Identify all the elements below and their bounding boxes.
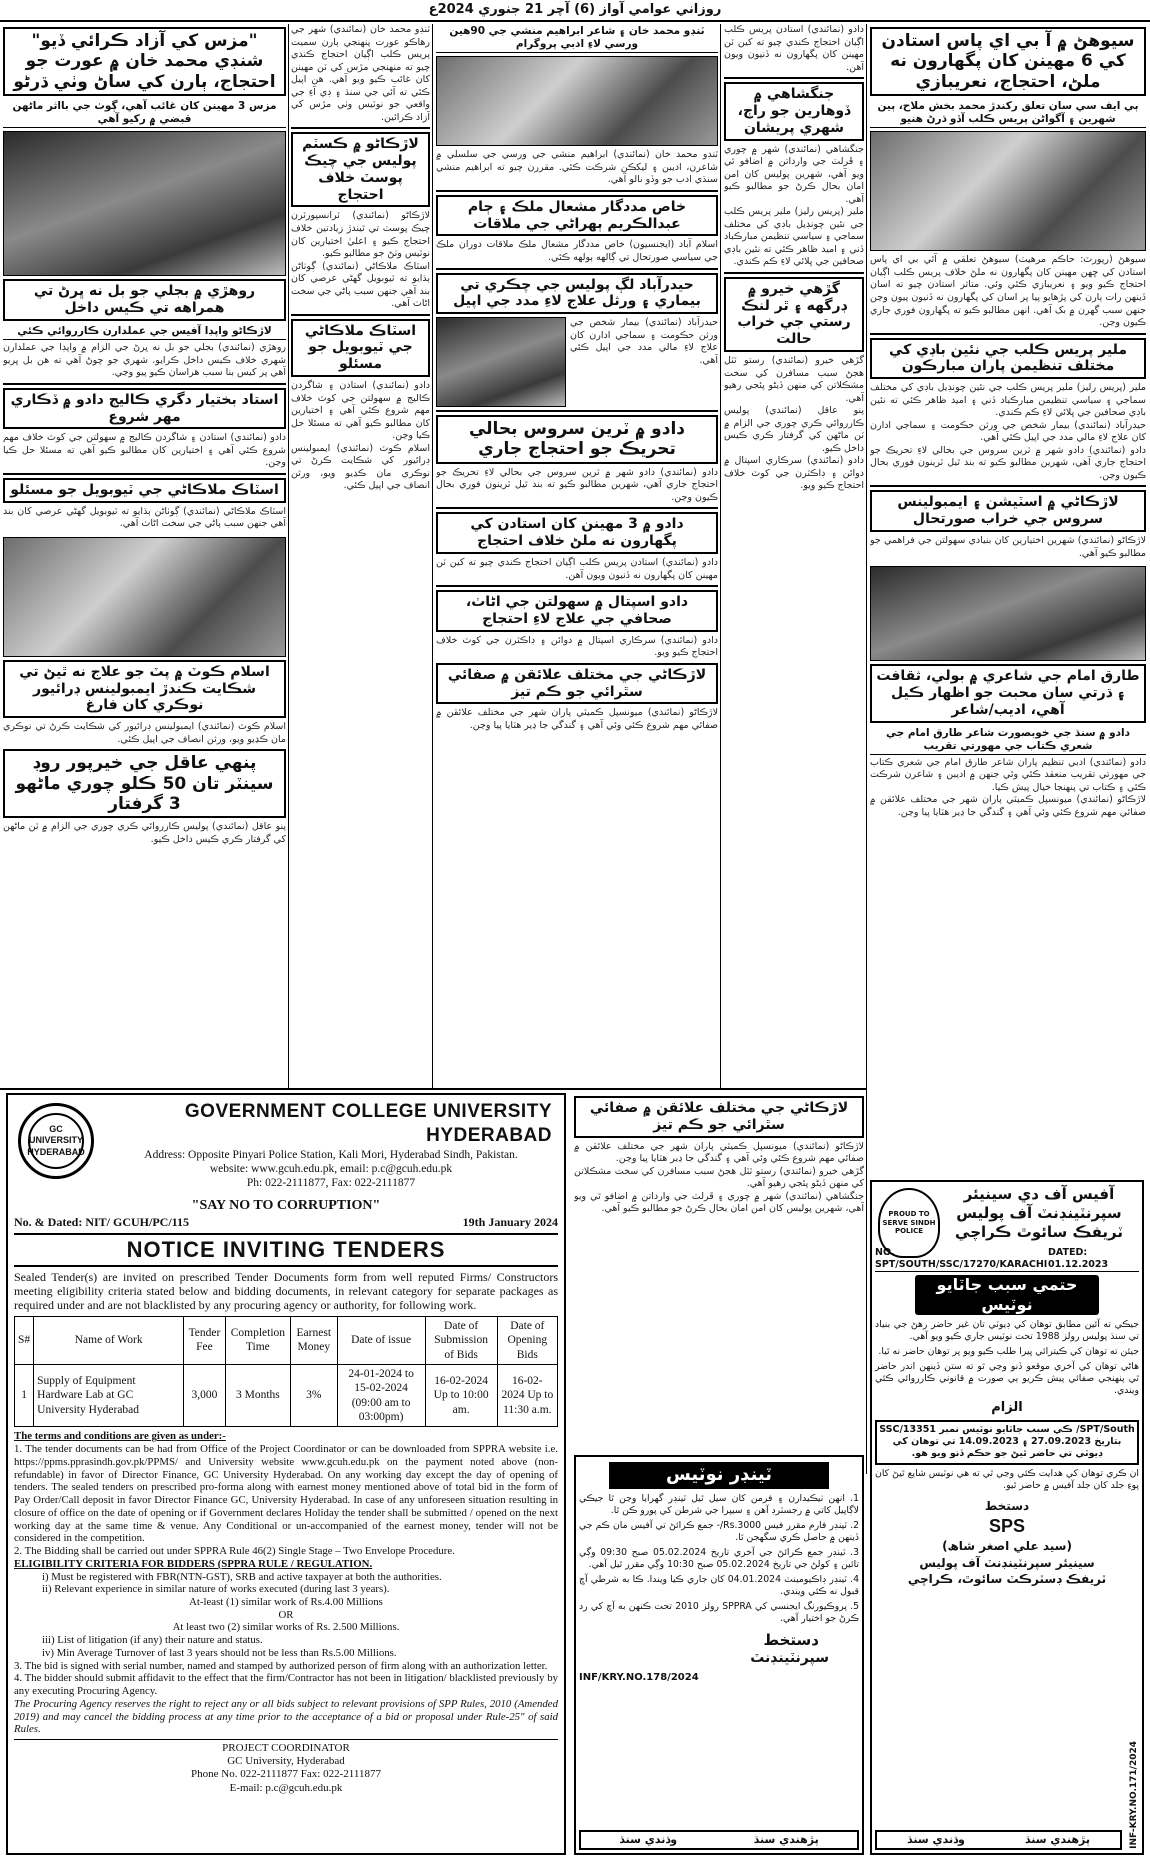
story-headline: پنهي عاقل جي خيرپور روڊ سينٽر تان 50 ڪلو چوري ماڻهو 3 گرفتار — [3, 749, 286, 818]
story-body: دادو (نمائندي) استادن پريس ڪلب اڳيان احتجاج ڪندي چيو ته کين ٽن مهينن کان پگهارون نه ڏنيون ويون آهن. — [724, 24, 864, 73]
tender-table — [14, 1316, 558, 1428]
logo-text: GC UNIVERSITY HYDERABAD — [28, 1113, 84, 1169]
story-body: دادو (نمائندي) استادن پريس ڪلب اڳيان احتجاج ڪندي چيو ته کين ٽن مهينن کان پگهارون نه ڏنيون ويون آهن. — [436, 557, 718, 581]
story-body: دادو (نمائندي) دادو شهر ۾ ٽرين سروس جي بحالي لاءِ تحريڪ جو احتجاج جاري آهي، شهرين مطالبو ڪيو ته بند ٿيل ٽرينون فوري بحال ڪيون وڃن. — [870, 444, 1146, 481]
story-headline: دادو اسپتال ۾ سهولتن جي اڻاٺ، صحافي جي علاج لاءِ احتجاج — [436, 590, 718, 632]
story-body: اسلام آباد (ايجنسيون) خاص مددگار مشعال ملڪ ملاقات دوران ملڪ جي سياسي صورتحال تي ڳالهه ٻولهه ڪئي. — [436, 239, 718, 263]
signatory-name: (سيد علي اصغر شاھ) — [942, 1539, 1072, 1554]
eligibility-item: iii) List of litigation (if any) their nature and status. — [42, 1634, 263, 1647]
institution-name: GOVERNMENT COLLEGE UNIVERSITY HYDERABAD — [184, 1101, 552, 1146]
notice-paragraph: جيئن ته توهان کي ڪيترائي ڀيرا طلب ڪيو ويو پر توهان حاضر نه ٿيا. — [878, 1346, 1139, 1358]
story-headline: استاد بختيار دگري ڪاليج دادو ۾ ڏڪاري مهر شروع — [3, 388, 286, 430]
tender-notice-title: ٽينڊر نوٽيس — [609, 1462, 829, 1489]
eligibility-item: i) Must be registered with FBR(NTN-GST), SRB and active taxpayer at both the authorities. — [42, 1570, 442, 1583]
story-body: ملير (پريس رليز) ملير پريس ڪلب جي نئين چونڊيل باڊي کي مختلف سماجي ۽ سياسي تنظيمن مبارڪباد ڏني ۽ اميد ظاهر ڪئي ته نئين باڊي صحافين جي ڀلائي لاءِ ڪم ڪندي. — [870, 382, 1146, 419]
table-header: Date of Opening Bids — [497, 1316, 557, 1364]
story-subhead: مزس 3 مهينن کان غائب آهي، ڳوٺ جي بااثر ماڻهن قبضي ۾ رکيو آهي — [3, 99, 286, 128]
slogan-text: وڌندي سنڌ — [619, 1833, 678, 1847]
story-body: اسٽاڪ ملاڪاڻي (نمائندي) ڳوٺاڻن ٻڌايو ته ٽيوبويل گهڻي عرصي کان بند آهي جنهن سبب پاڻي جي سخت اڻاٺ آهي. — [291, 260, 430, 310]
term-item: 3. The bid is signed with serial number, named and stamped by authorized person of firm along with an authorization letter. — [14, 1659, 548, 1672]
story-rule — [870, 333, 1146, 335]
tender-advertisement — [6, 1093, 566, 1855]
story-headline: جنگشاهي ۾ ڏوهارين جو راڄ، شهري پريشان — [724, 82, 864, 140]
notice-title: حتمي سبب جاٽايو نوٽيس — [915, 1275, 1099, 1315]
column-divider — [720, 24, 721, 1089]
literary-event-photo — [436, 56, 718, 146]
term-item: 4. The bidder should submit affidavit to the effect that the firm/Contractor has not been in litigation/ blacklisted previously by any executing Procuring Agency. — [14, 1672, 558, 1698]
story-body: دادو (نمائندي) دادو شهر ۾ ٽرين سروس جي بحالي لاءِ تحريڪ جو احتجاج جاري آهي، شهرين مطالبو ڪيو ته بند ٿيل ٽرينون فوري بحال ڪيون وڃن. — [436, 466, 718, 503]
story-rule — [436, 585, 718, 587]
story-rule — [291, 314, 430, 316]
notice-title: NOTICE INVITING TENDERS — [14, 1233, 558, 1267]
story-body: ملير (پريس رليز) ملير پريس ڪلب جي نئين چونڊيل باڊي کي مختلف سماجي ۽ سياسي تنظيمن مبارڪباد ڏني ۽ اميد ظاهر ڪئي ته نئين باڊي صحافين جي ڀلائي لاءِ ڪم ڪندي. — [724, 206, 864, 268]
signatory-title: سينيئر سپرنٽينڊنٽ آف پوليس — [919, 1555, 1095, 1570]
police-office-header: آفيس آف دي سينيئر سپرنٽينڊنٽ آف پوليس ٽريفڪ سائوٿ ڪراچي — [955, 1185, 1123, 1241]
notice-paragraph: هاڻي توهان کي آخري موقعو ڏنو وڃي ٿو ته ستن ڏينهن اندر حاضر ٿي پنهنجي صفائي پيش ڪريو ٻي صورت ۾ قانوني ڪارروائي ڪئي ويندي. — [875, 1361, 1139, 1397]
masthead: روزاني عوامي آواز (6) آچر 21 جنوري 2024ع — [0, 0, 1150, 22]
police-badge-icon: PROUD TO SERVE SINDH POLICE — [878, 1188, 940, 1258]
story-headline: لاڙڪاڻي جي مختلف علائقن ۾ صفائي سٿرائي جو ڪم تيز — [436, 663, 718, 705]
notice-paragraph: 3. ٽينڊر جمع ڪرائڻ جي آخري تاريخ 05.02.2024 صبح 09:30 وڳي تائين ۽ کولڻ جي تاريخ 05.02.2024 صبح 10:30 وڳي مقرر ٿيل آهي. — [579, 1546, 859, 1570]
story-subhead: لاڙڪاڻو واپڊا آفيس جي عملدارن ڪارروائي ڪئي — [3, 324, 286, 340]
left-column — [3, 24, 286, 1086]
center-column — [436, 24, 718, 1086]
story-body: دادو (نمائندي) استادن ۽ شاگردن ڪاليج ۾ سهولتن جي کوٽ خلاف مهم شروع ڪئي آهي ۽ اختيارين کان مطالبو ڪيو آهي ته مسئلا حل ڪيا وڃن. — [3, 432, 286, 469]
eligibility-item: At-least (1) similar work of Rs.4.00 Millions — [189, 1595, 383, 1608]
term-item: 1. The tender documents can be had from Office of the Project Coordinator or can be downloaded from SPPRA website i.e. https://ppms.pprasindh.gov.pk/PPMS/ and University website www.gcuh.edu.pk on the payment noted above (non-refundable) in favor of Director Finance, GC University Hyderabad. On any working day except the day of opening of tenders. The sealed tenders on prescribed pro-forma along with earnest money mentioned above of total bid in the form of Pay Order/Call deposit in favor Director Finance GC, University Hyderabad. In case of any unforeseen situation resulting in closure of office on the date of opening or if Government declares Holiday the tender shall be submitted / opened on the next working day at the same time & venue. Any Conditional or un-accompanied of the earnest money, tender will not be considered in the competition. — [14, 1443, 558, 1545]
story-body: ٽنڊو محمد خان (نمائندي) ابراهيم منشي جي ورسي جي سلسلي ۾ شاعرن، اديبن ۽ ليکڪن شرڪت ڪئي. مقررن چيو ته ابراهيم منشي سنڌي ادب جو وڏو نالو آهي. — [436, 149, 718, 186]
signature-sps: SPS — [988, 1516, 1026, 1537]
reference-line — [14, 1215, 558, 1230]
column-divider — [866, 24, 867, 1474]
eligibility-heading: ELIGIBILITY CRITERIA FOR BIDDERS (SPPRA RULE / REGULATION. — [14, 1557, 373, 1570]
notice-date: 19th January 2024 — [462, 1215, 558, 1230]
middle-left-column — [291, 24, 430, 1086]
story-rule — [291, 127, 430, 129]
story-body: دادو (نمائندي) سرڪاري اسپتال ۾ دوائن ۽ ڊاڪٽرن جي کوٽ خلاف احتجاج ڪيو ويو. — [436, 634, 718, 659]
notice-paragraph: 1. انهن ٺيڪيدارن ۽ فرمن کان سيل ٿيل ٽينڊر گهرايا وڃن ٿا جيڪي لاڳاپيل کاتي ۾ رجسٽرڊ آهن ۽ سيپرا جي شرطن کي پورو ڪن ٿا. — [579, 1492, 859, 1516]
story-body: اسلام ڪوٽ (نمائندي) ايمبولينس ڊرائيور کي شڪايت ڪرڻ تي نوڪري مان ڪڍيو ويو، ورثن انصاف جي اپيل ڪئي. — [3, 721, 286, 745]
story-subhead: ٽنڊو محمد خان ۽ شاعر ابراهيم منشي جي 90هين ورسي لاءِ ادبي پروگرام — [436, 24, 718, 53]
story-rule — [3, 383, 286, 385]
table-row — [15, 1364, 558, 1427]
story-headline: گڙهي خيرو ۾ ڊرگهه ۽ ٿر لنڪ رستي جي خراب حالت — [724, 277, 864, 352]
story-rule — [3, 473, 286, 475]
story-body: دادو (نمائندي) استادن ۽ شاگردن ڪاليج ۾ سهولتن جي کوٽ خلاف مهم شروع ڪئي آهي ۽ اختيارين کان مطالبو ڪيو آهي ته مسئلا حل ڪيا وڃن. — [291, 380, 430, 442]
signature-block — [875, 1498, 1139, 1587]
story-body: گڙهي خيرو (نمائندي) رستو ٽٽل هجڻ سبب مسافرن کي سخت مشڪلاتن کي منهن ڏيڻو پئجي رهيو آهي. — [724, 355, 864, 404]
table-header: Completion Time — [225, 1316, 290, 1364]
footer-line: E-mail: p.c@gcuh.edu.pk — [229, 1781, 343, 1794]
university-logo — [18, 1103, 94, 1179]
information-reference: INF/KRY.NO.178/2024 — [579, 1671, 699, 1683]
table-cell: 16-02-2024 Up to 10:00 am. — [425, 1364, 497, 1427]
term-item: The Procuring Agency reserves the right to reject any or all bids subject to relevant provisions of SPP Rules, 2010 (Amended 2019) and may cancel the bidding process at any time prior to the acceptance of a bid or proposal under Rule-25" of said Rules. — [14, 1697, 558, 1736]
police-notice — [870, 1180, 1144, 1855]
website-email: website: www.gcuh.edu.pk, email: p.c@gcuh.edu.pk — [209, 1162, 453, 1175]
eligibility-item: ii) Relevant experience in similar nature of works executed (during last 3 years). — [42, 1583, 390, 1596]
story-body: حيدرآباد (نمائندي) بيمار شخص جي ورثن حڪومت ۽ سماجي ادارن کان علاج لاءِ مالي مدد جي اپيل ڪئي آهي. — [870, 419, 1146, 444]
story-subhead: ٻي ايف سي سان تعلق رکندڙ محمد بخش ملاح، ٻين شهرين ۽ آگواڻن پريس ڪلب آڏو ڌرڻ هنيو — [870, 99, 1146, 128]
charge-box: SPT/South/ ڪي سبب جاٽايو نوٽيس نمبر SSC/13351 بتاريخ 27.09.2023 ۽ 14.09.2023 تي توهان کي ڊيوٽي تي حاضر ٿيڻ جو حڪم ڏنو ويو هو. — [875, 1420, 1139, 1465]
slogan-text: وڌندي سنڌ — [907, 1833, 965, 1847]
signatory-title: سپرنٽينڊنٽ — [750, 1650, 829, 1667]
section-divider — [0, 1088, 866, 1090]
story-body: لاڙڪاڻو (نمائندي) ٽرانسپورٽرن چيڪ پوسٽ تي ٿيندڙ زيادتين خلاف احتجاج ڪيو ۽ اعليٰ اختيارين کان نوٽيس وٺڻ جو مطالبو ڪيو. — [291, 210, 430, 260]
story-headline: سيوهڻ ۾ آ بي اي پاس استادن کي 6 مهينن کان پگهارون نه ملڻ، احتجاج، نعريبازي — [870, 27, 1146, 96]
story-rule — [436, 268, 718, 270]
table-cell: 3 Months — [225, 1364, 290, 1427]
story-body: پنو عاقل (نمائندي) پوليس ڪارروائي ڪري چوري جي الزام ۾ ٽن ماڻهن کي گرفتار ڪري ڪيس داخل ڪيو. — [3, 821, 286, 845]
notice-paragraph: 2. ٽينڊر فارم مقرر فيس Rs.3000/- جمع ڪرائڻ تي آفيس مان ڪم جي ڏينهن ۾ حاصل ڪري سگهجن ٿا. — [579, 1519, 859, 1543]
slogan-text: پڙهندي سنڌ — [1024, 1833, 1090, 1847]
notice-paragraph: 5. پروڪيورنگ ايجنسي کي SPPRA رولز 2010 تحت ڪنهن به آڇ کي رد ڪرڻ جو اختيار آهي. — [579, 1601, 859, 1625]
table-header: Earnest Money — [290, 1316, 337, 1364]
table-cell: 1 — [15, 1364, 34, 1427]
slogan-text: پڙهندي سنڌ — [753, 1833, 819, 1847]
elderly-man-photo — [3, 537, 286, 657]
table-header: Name of Work — [34, 1316, 184, 1364]
story-body: دادو (نمائندي) سرڪاري اسپتال ۾ دوائن ۽ ڊاڪٽرن جي کوٽ خلاف احتجاج ڪيو ويو. — [724, 455, 864, 492]
charge-heading: الزام — [991, 1400, 1023, 1416]
story-body: لاڙڪاڻو (نمائندي) ميونسپل ڪميٽي پاران شهر جي مختلف علائقن ۾ صفائي مهم شروع ڪئي وئي آهي ۽ گندگي جا ڍير هٽايا پيا وڃن. — [574, 1140, 864, 1165]
story-rule — [436, 190, 718, 192]
table-header: Date of issue — [337, 1316, 425, 1364]
story-body: پنو عاقل (نمائندي) پوليس ڪارروائي ڪري چوري جي الزام ۾ ٽن ماڻهن کي گرفتار ڪري ڪيس داخل ڪيو. — [724, 405, 864, 454]
eligibility-item: iv) Min Average Turnover of last 3 years should not be less than Rs.5.00 Millions. — [42, 1646, 397, 1659]
story-headline: لاڙڪاڻو ۾ ڪسٽم پوليس جي چيڪ پوسٽ خلاف احتجاج — [291, 132, 430, 207]
patient-photo — [436, 317, 566, 407]
sindhi-tender-notice — [574, 1455, 864, 1855]
story-body: جنگشاهي (نمائندي) شهر ۾ چوري ۽ ڦرلٽ جي وارداتن ۾ اضافو ٿي ويو آهي، شهرين پوليس کان امن امان بحال ڪرڻ جو مطالبو ڪيو آهي. — [574, 1190, 864, 1215]
story-headline: اسٽاڪ ملاڪاڻي جي ٽيوبويل جو مسئلو — [291, 319, 430, 377]
signature-label: دستخط — [984, 1498, 1030, 1513]
lower-middle-column — [574, 1093, 864, 1451]
story-subhead: دادو ۾ سنڌ جي خوبصورت شاعر طارق امام جي شعري ڪتاب جي مهورتي تقريب — [870, 726, 1146, 755]
story-body: ٽنڊو محمد خان (نمائندي) شهر جي رهاڪو عورت پنهنجي ٻارن سميت پريس ڪلب اڳيان احتجاج ڪندي چيو ته منهنجي مڙس کي ٽن مهينن کان غائب ڪيو ويو آهي. هن اپيل ڪئي ته آئي جي سنڌ ۽ ڊي آءِ جي واقعي جو نوٽيس وٺي مڙس کي آزاد ڪرائين. — [291, 24, 430, 123]
woman-with-children-photo — [3, 131, 286, 276]
signatory-office: ٽريفڪ ڊسٽرڪٽ سائوٿ، ڪراچي — [907, 1571, 1107, 1586]
story-body: لاڙڪاڻو (نمائندي) ميونسپل ڪميٽي پاران شهر جي مختلف علائقن ۾ صفائي مهم شروع ڪئي وئي آهي ۽ گندگي جا ڍير هٽايا پيا وڃن. — [436, 707, 718, 731]
story-headline: دادو ۾ 3 مهينن کان استادن کي پگهارون نه ملڻ خلاف احتجاج — [436, 512, 718, 554]
information-reference: INF-KRY.NO.171/2024 — [1128, 1741, 1139, 1849]
term-item: 2. The Bidding shall be carried out under SPPRA Rule 46(2) Single Stage – Two Envelope Procedure. — [14, 1545, 455, 1558]
reference-number: No. & Dated: NIT/ GCUH/PC/115 — [14, 1215, 189, 1230]
notice-paragraph: جيڪي ته آئين مطابق توهان کي ڊيوٽي تان غير حاضر رهڻ جي بنياد تي سنڌ پوليس رولز 1988 تحت نوٽيس جاري ڪيو ويو آهي. — [875, 1319, 1139, 1343]
story-body: سيوهڻ (رپورٽ: حاڪم مرهيٽ) سيوهڻ تعلقي ۾ آئي بي اي پاس استادن کي ڇهن مهينن کان پگهارون نه ملڻ خلاف پريس ڪلب اڳيان احتجاج ڪيو ويو ۽ نعريبازي ڪئي وئي. متاثر استادن چيو ته اسان ڏينهن رات ٻارن کي پڙهايو پيا پر اسان کي پگهارون نه ڏنيون پيون وڃن جنهن سبب گهرن ۾ بک آهي. انهن مطالبو ڪيو ته پگهارون فوري جاري ڪيون وڃن. — [870, 254, 1146, 329]
story-headline: طارق امام جي شاعري ۾ بولي، ثقافت ۽ ڌرتي سان محبت جو اظهار ڪيل آهي، اديب/شاعر — [870, 664, 1146, 722]
story-body: دادو (نمائندي) ادبي تنظيم پاران شاعر طارق امام جي شعري ڪتاب جي مهورتي تقريب منعقد ڪئي وئي جنهن ۾ اديبن ۽ شاعرن شرڪت ڪئي ۽ ڪتاب تي پنهنجا خيال پيش ڪيا. — [870, 756, 1146, 793]
slogan-bar — [579, 1830, 859, 1850]
story-body: گڙهي خيرو (نمائندي) رستو ٽٽل هجڻ سبب مسافرن کي سخت مشڪلاتن کي منهن ڏيڻو پئجي رهيو آهي. — [574, 1165, 864, 1190]
footer-line: Phone No. 022-2111877 Fax: 022-2111877 — [191, 1768, 381, 1781]
ceremony-photo — [870, 566, 1146, 661]
eligibility-item: At least two (2) similar works of Rs. 2.500 Millions. — [172, 1621, 400, 1634]
story-rule — [870, 485, 1146, 487]
footer-line: GC University, Hyderabad — [227, 1755, 345, 1768]
story-rule — [724, 272, 864, 274]
story-headline: دادو ۾ ٽرين سروس بحالي تحريڪ جو احتجاج جاري — [436, 415, 718, 464]
story-rule — [436, 507, 718, 509]
story-headline: روهڙي ۾ بجلي جو بل نه ڀرڻ تي همراهه تي ڪيس داخل — [3, 279, 286, 321]
address: Address: Opposite Pinyari Police Station, Kali Mori, Hyderabad Sindh, Pakistan. — [144, 1148, 518, 1161]
story-body: حيدرآباد (نمائندي) بيمار شخص جي ورثن حڪومت ۽ سماجي ادارن کان علاج لاءِ مالي مدد جي اپيل ڪئي آهي. — [570, 317, 718, 366]
story-headline: اسلام ڪوٽ ۾ پٽ جو علاج نه ٿيڻ تي شڪايت ڪندڙ ايمبولينس ڊرائيور نوڪري کان فارغ — [3, 660, 286, 718]
story-headline: "مزس کي آزاد ڪرائي ڏيو" شنڊي محمد خان ۾ عورت جو احتجاج، ٻارن کي ساڻ وٺي ڌرڻو — [3, 27, 286, 96]
story-headline: لاڙڪاڻي جي مختلف علائقن ۾ صفائي سٿرائي جو ڪم تيز — [574, 1096, 864, 1138]
table-cell: 24-01-2024 to 15-02-2024 (09:00 am to 03:00pm) — [337, 1364, 425, 1427]
story-headline: ملير پريس ڪلب جي نئين باڊي کي مختلف تنظيمن پاران مبارڪون — [870, 338, 1146, 380]
notice-paragraph: 4. ٽينڊر ڊاڪيومينٽ 04.01.2024 کان جاري ڪيا ويندا. ڪا به شرطي آڇ قبول نه ڪئي ويندي. — [579, 1573, 859, 1598]
ad-footer — [14, 1739, 558, 1795]
column-divider — [432, 24, 433, 1089]
story-rule — [724, 77, 864, 79]
story-rule — [436, 410, 718, 412]
footer-line: PROJECT COORDINATOR — [222, 1742, 350, 1755]
terms-heading: The terms and conditions are given as under:- — [14, 1430, 226, 1443]
right-column — [870, 24, 1146, 1174]
terms-section — [14, 1430, 558, 1736]
table-header: S# — [15, 1316, 34, 1364]
reference-number: NO. SPT/SOUTH/SSC/17270/KARACHI — [875, 1247, 1048, 1271]
story-headline: خاص مددگار مشعال ملڪ ۽ ڄام عبدالڪريم ٻهراڻي جي ملاقات — [436, 195, 718, 237]
signature-label: دستخط — [763, 1631, 819, 1650]
story-body: اسٽاڪ ملاڪاڻي (نمائندي) ڳوٺاڻن ٻڌايو ته ٽيوبويل گهڻي عرصي کان بند آهي جنهن سبب پاڻي جي سخت اڻاٺ آهي. — [3, 505, 286, 530]
story-body: روهڙي (نمائندي) بجلي جو بل نه ڀرڻ جي الزام ۾ واپڊا جي عملدارن شهري خلاف ڪيس داخل ڪرايو. شهري جو چوڻ آهي ته هن بل ڀريو آهي پر کيس بنا سبب هراسان ڪيو پيو وڃي. — [3, 342, 286, 379]
table-header: Date of Submission of Bids — [425, 1316, 497, 1364]
phone-fax: Ph: 022-2111877, Fax: 022-2111877 — [246, 1177, 416, 1190]
story-headline: لاڙڪاڻي ۾ اسٽيشن ۽ ايمبولينس سروس جي خراب صورتحال — [870, 490, 1146, 532]
story-headline: حيدرآباد لڳ پوليس جي چڪري تي بيماري ۽ ورثل علاج لاءِ مدد جي اپيل — [436, 273, 718, 315]
reference-date: DATED: 01.12.2023 — [1048, 1247, 1109, 1271]
table-header: Tender Fee — [184, 1316, 226, 1364]
story-headline: اسٽاڪ ملاڪاڻي جي ٽيوبويل جو مسئلو — [3, 478, 286, 503]
table-cell: 3% — [290, 1364, 337, 1427]
eligibility-item: OR — [278, 1608, 294, 1621]
story-body: لاڙڪاڻو (نمائندي) شهرين اختيارين کان بنيادي سهولتن جي فراهمي جو مطالبو ڪيو آهي. — [870, 535, 1146, 559]
notice-paragraph: ان ڪري توهان کي هدايت ڪئي وڃي ٿي ته هي نوٽيس شايع ٿيڻ کان پوءِ جلد کان جلد آفيس ۾ حاضر ٿيو. — [875, 1467, 1139, 1491]
story-body: جنگشاهي (نمائندي) شهر ۾ چوري ۽ ڦرلٽ جي وارداتن ۾ اضافو ٿي ويو آهي، شهرين پوليس کان امن امان بحال ڪرڻ جو مطالبو ڪيو آهي. — [724, 143, 864, 205]
table-cell: 3,000 — [184, 1364, 226, 1427]
slogan: "SAY NO TO CORRUPTION" — [191, 1197, 381, 1213]
notice-intro: Sealed Tender(s) are invited on prescribed Tender Documents form from well reputed Firms/ Constructors meeting eligibility criteria stated below and bidding documents, in relevant category for separate packages as required under and are not blacklisted by any procuring agency or authority, for following work. — [14, 1269, 558, 1313]
middle-right-column — [724, 24, 864, 1086]
slogan-bar — [875, 1830, 1122, 1850]
table-cell: 16-02-2024 Up to 11:30 a.m. — [497, 1364, 557, 1427]
story-body: اسلام ڪوٽ (نمائندي) ايمبولينس ڊرائيور کي شڪايت ڪرڻ تي نوڪري مان ڪڍيو ويو، ورثن انصاف جي اپيل ڪئي. — [291, 442, 430, 492]
table-cell: Supply of Equipment Hardware Lab at GC University Hyderabad — [34, 1364, 184, 1427]
story-body: لاڙڪاڻو (نمائندي) ميونسپل ڪميٽي پاران شهر جي مختلف علائقن ۾ صفائي مهم شروع ڪئي وئي آهي ۽ گندگي جا ڍير هٽايا پيا وڃن. — [870, 794, 1146, 818]
protest-photo — [870, 131, 1146, 251]
column-divider — [288, 24, 289, 1089]
